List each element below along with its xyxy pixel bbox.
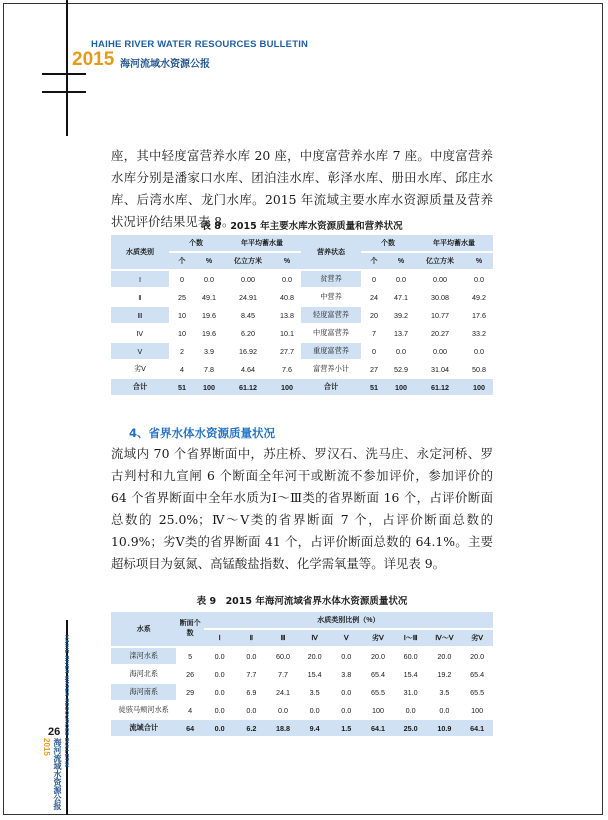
table-cell: 0 bbox=[372, 346, 376, 356]
footer-side-title-en: HAIHE RIVER WATER RESOURCES BULLETIN bbox=[63, 635, 69, 768]
table-row-total bbox=[111, 379, 493, 395]
table-cell: 65.5 bbox=[370, 687, 385, 697]
table-cell: 49.1 bbox=[202, 292, 216, 302]
table-cell: 18.8 bbox=[275, 723, 290, 733]
header-rule-horizontal bbox=[42, 73, 86, 75]
bulletin-title-en: HAIHE RIVER WATER RESOURCES BULLETIN bbox=[91, 39, 309, 50]
table-cell: 15.4 bbox=[307, 669, 322, 679]
table-cell: 100 bbox=[471, 705, 484, 715]
table-cell: 60.0 bbox=[275, 651, 290, 661]
table9-header-system: 水系 bbox=[111, 612, 176, 646]
table-cell: 30.08 bbox=[431, 292, 449, 302]
table-cell: 5 bbox=[188, 651, 193, 661]
table-cell: 7.8 bbox=[204, 364, 214, 374]
table-cell: 海河北系 bbox=[129, 669, 159, 678]
table8-header-count: 个数 bbox=[169, 235, 223, 251]
table-cell: 0.0 bbox=[214, 669, 225, 679]
table-cell: 60.0 bbox=[403, 651, 418, 661]
table-cell: 61.12 bbox=[431, 382, 449, 392]
table-cell: 1.5 bbox=[341, 723, 352, 733]
table-cell: 0.0 bbox=[309, 705, 320, 715]
table-cell: 10.1 bbox=[280, 328, 294, 338]
table-cell: 7 bbox=[372, 328, 376, 338]
table-cell: 8.45 bbox=[241, 310, 255, 320]
table-cell: 0 bbox=[180, 274, 184, 284]
table9-col-2: Ⅱ bbox=[236, 630, 268, 646]
table-cell: 64.1 bbox=[470, 723, 485, 733]
table9-col-6: 劣Ⅴ bbox=[362, 630, 394, 646]
table-cell: 0.00 bbox=[241, 274, 255, 284]
table9-header-ratio: 水质类别比例（%） bbox=[204, 612, 493, 628]
table9-col-8: Ⅳ～Ⅴ bbox=[428, 630, 462, 646]
table-cell: 20.27 bbox=[431, 328, 449, 338]
table-cell: 0.00 bbox=[433, 274, 447, 284]
table8-subheader-pct: % bbox=[195, 253, 223, 269]
table-cell: 0.0 bbox=[341, 705, 352, 715]
table-cell: 51 bbox=[370, 382, 378, 392]
table-row bbox=[111, 684, 493, 700]
table-cell: 64 bbox=[186, 723, 195, 733]
table-cell: 27.7 bbox=[280, 346, 294, 356]
table-cell: 徒骇马颊河水系 bbox=[118, 705, 169, 714]
table-cell: 海河南系 bbox=[111, 684, 176, 700]
table-row bbox=[111, 361, 493, 377]
table8-header-storage: 年平均蓄水量 bbox=[223, 235, 301, 251]
table-cell: 26 bbox=[186, 669, 195, 679]
table9-col-7: Ⅰ～Ⅲ bbox=[394, 630, 428, 646]
table-cell: 0.0 bbox=[405, 705, 416, 715]
table-cell: 39.2 bbox=[394, 310, 408, 320]
table-cell: 25.0 bbox=[403, 723, 418, 733]
table-cell: 40.8 bbox=[280, 292, 294, 302]
page-number: 26 bbox=[48, 726, 61, 738]
table9-caption: 表 9 2015 年海河流域省界水体水资源质量状况 bbox=[196, 596, 408, 607]
table8-caption: 表 8 2015 年主要水库水资源质量和营养状况 bbox=[201, 221, 403, 232]
table-cell: 4 bbox=[188, 705, 193, 715]
table-cell: 0.0 bbox=[282, 274, 292, 284]
table-cell: 0.0 bbox=[341, 687, 352, 697]
table-cell: 0.0 bbox=[341, 651, 352, 661]
table-cell: 合计 bbox=[132, 382, 148, 391]
table9-col-1: Ⅰ bbox=[204, 630, 236, 646]
table8-subheader-unit: 个 bbox=[169, 253, 195, 269]
table-cell: 24 bbox=[370, 292, 378, 302]
table-cell: 61.12 bbox=[239, 382, 257, 392]
table-cell: 50.8 bbox=[472, 364, 486, 374]
table-cell: 7.7 bbox=[277, 669, 288, 679]
table-cell: 贫营养 bbox=[301, 271, 361, 287]
table8-header-nutrition: 营养状态 bbox=[301, 235, 361, 269]
table-cell: 重度富营养 bbox=[301, 343, 361, 359]
table-cell: 24.1 bbox=[275, 687, 290, 697]
table-cell: 13.8 bbox=[280, 310, 294, 320]
table-cell: 0.0 bbox=[474, 274, 484, 284]
table-cell: 31.0 bbox=[403, 687, 418, 697]
table-cell: 0.0 bbox=[246, 705, 257, 715]
table-cell: 0.0 bbox=[439, 705, 450, 715]
table8-header-class: 水质类别 bbox=[111, 235, 169, 269]
table9-col-4: Ⅳ bbox=[299, 630, 331, 646]
table-cell: 19.2 bbox=[437, 669, 452, 679]
table-cell: Ⅴ bbox=[111, 343, 169, 359]
paragraph-provincial: 流域内 70 个省界断面中，苏庄桥、罗汉石、洗马庄、永定河桥、罗古判村和九宣闸 6 个断面全年河干或断流不参加评价，参加评价的 64 个省界断面中全年水质为Ⅰ～Ⅲ类的省界断面 16 个，占评价断面总数的 25.0%；Ⅳ～Ⅴ类的省界断面 7 个，占评价断面总数的 10.9%；劣Ⅴ类的省界断面 41 个，占评价断面总数的 64.1%。主要超标项目为氨氮、高锰酸盐指数、化学需氧量等。详见表 9。 bbox=[111, 446, 493, 571]
table-cell: 0.00 bbox=[433, 346, 447, 356]
table-row bbox=[111, 289, 493, 305]
table-cell: 52.9 bbox=[394, 364, 408, 374]
table-cell: 3.5 bbox=[309, 687, 320, 697]
table-cell: 15.4 bbox=[403, 669, 418, 679]
table-row bbox=[111, 648, 493, 664]
table-cell: 6.2 bbox=[246, 723, 257, 733]
table-row bbox=[111, 702, 493, 718]
table-cell: 65.4 bbox=[470, 669, 485, 679]
footer-title-cn: 海河流域水资源公报 bbox=[53, 738, 62, 810]
table-cell: 3.8 bbox=[341, 669, 352, 679]
table-cell: 20.0 bbox=[437, 651, 452, 661]
table8-subheader-storage-unit: 亿立方米 bbox=[223, 253, 273, 269]
table-cell: 100 bbox=[473, 382, 485, 392]
table-cell: 20.0 bbox=[470, 651, 485, 661]
table-cell: 7.7 bbox=[246, 669, 257, 679]
table-cell: 31.04 bbox=[431, 364, 449, 374]
table-row bbox=[111, 325, 493, 341]
table-cell: 20.0 bbox=[370, 651, 385, 661]
table-cell: 0.0 bbox=[204, 274, 214, 284]
table8-header-count-2: 个数 bbox=[361, 235, 415, 251]
table-cell: 0.0 bbox=[214, 651, 225, 661]
table-cell: 6.20 bbox=[241, 328, 255, 338]
table8-subheader-storage-unit-2: 亿立方米 bbox=[415, 253, 465, 269]
table-cell: 13.7 bbox=[394, 328, 408, 338]
table-cell: 劣Ⅴ bbox=[133, 364, 147, 373]
table-cell: 0.0 bbox=[246, 651, 257, 661]
table-cell: 65.5 bbox=[470, 687, 485, 697]
header-rule-horizontal-2 bbox=[42, 91, 86, 93]
table8-subheader-storage-pct: % bbox=[273, 253, 301, 269]
table8-subheader-storage-pct-2: % bbox=[465, 253, 493, 269]
table-row bbox=[111, 343, 493, 359]
table-cell: 流域合计 bbox=[129, 723, 159, 732]
section-heading: 4、省界水体水资源质量状况 bbox=[129, 426, 276, 440]
table-cell: 20 bbox=[370, 310, 378, 320]
table-cell: 100 bbox=[281, 382, 293, 392]
table-cell: 10 bbox=[178, 310, 186, 320]
table-cell: 滦河水系 bbox=[111, 648, 176, 664]
table-row bbox=[111, 307, 493, 323]
table-cell: 51 bbox=[178, 382, 186, 392]
table-cell: 6.9 bbox=[246, 687, 257, 697]
table-cell: 0.0 bbox=[474, 346, 484, 356]
header-rule-vertical bbox=[66, 0, 68, 136]
table-cell: 19.6 bbox=[202, 310, 216, 320]
footer-year: 2015 bbox=[42, 738, 51, 756]
table-cell: 65.4 bbox=[370, 669, 385, 679]
table8-subheader-pct-2: % bbox=[387, 253, 415, 269]
table-cell: Ⅳ bbox=[136, 328, 144, 338]
table-cell: 3.9 bbox=[204, 346, 214, 356]
table-cell: 3.5 bbox=[439, 687, 450, 697]
table-cell: 29 bbox=[186, 687, 195, 697]
table-cell: 4.64 bbox=[241, 364, 255, 374]
table-cell: 富营养小计 bbox=[313, 364, 349, 373]
table-cell: 10 bbox=[178, 328, 186, 338]
table-cell: 0.0 bbox=[277, 705, 288, 715]
table9-col-9: 劣Ⅴ bbox=[461, 630, 493, 646]
table-row bbox=[111, 271, 493, 287]
table-cell: 27 bbox=[370, 364, 378, 374]
table-row bbox=[111, 666, 493, 682]
paragraph-reservoirs: 座，其中轻度富营养水库 20 座，中度富营养水库 7 座。中度富营养水库分别是潘家口水库、团泊洼水库、彰泽水库、册田水库、邱庄水库、后湾水库、龙门水库。2015 年流域主要水库水资源质量及营养状况评价结果见表 8。 bbox=[111, 148, 493, 229]
table-cell: 0 bbox=[372, 274, 376, 284]
table-cell: 100 bbox=[395, 382, 407, 392]
table-cell: 7.6 bbox=[282, 364, 292, 374]
table-cell: Ⅲ bbox=[111, 307, 169, 323]
table-cell: 19.6 bbox=[202, 328, 216, 338]
table9-col-5: Ⅴ bbox=[330, 630, 362, 646]
table-cell: Ⅱ bbox=[138, 292, 142, 302]
table-cell: 0.0 bbox=[214, 723, 225, 733]
table-cell: 0.0 bbox=[396, 274, 406, 284]
table9-header-sections: 断面个数 bbox=[176, 612, 203, 646]
table-cell: 25 bbox=[178, 292, 186, 302]
table-cell: 33.2 bbox=[472, 328, 486, 338]
bulletin-year: 2015 bbox=[72, 49, 115, 70]
table-cell: 9.4 bbox=[309, 723, 320, 733]
table-cell: 20.0 bbox=[307, 651, 322, 661]
table-cell: 10.9 bbox=[437, 723, 452, 733]
table8 bbox=[111, 233, 493, 397]
table-cell: 轻度富营养 bbox=[301, 307, 361, 323]
table8-header-storage-2: 年平均蓄水量 bbox=[415, 235, 493, 251]
bulletin-title-cn: 海河流域水资源公报 bbox=[120, 59, 210, 70]
table-cell: 17.6 bbox=[472, 310, 486, 320]
table-cell: 0.0 bbox=[214, 687, 225, 697]
table-cell: 4 bbox=[180, 364, 184, 374]
table-cell: 10.77 bbox=[431, 310, 449, 320]
table8-subheader-unit-2: 个 bbox=[361, 253, 387, 269]
table-cell: 64.1 bbox=[370, 723, 385, 733]
table-cell: 24.91 bbox=[239, 292, 257, 302]
table-cell: 2 bbox=[180, 346, 184, 356]
table-cell: 0.0 bbox=[396, 346, 406, 356]
table-cell: 100 bbox=[203, 382, 215, 392]
table-row-total bbox=[111, 720, 493, 736]
table9-col-3: Ⅲ bbox=[267, 630, 299, 646]
table-cell: 47.1 bbox=[394, 292, 408, 302]
table-cell: Ⅰ bbox=[111, 271, 169, 287]
table-cell: 中度富营养 bbox=[313, 328, 349, 337]
table-cell: 合计 bbox=[323, 382, 339, 391]
table9 bbox=[111, 610, 493, 738]
table-cell: 0.0 bbox=[214, 705, 225, 715]
table-cell: 49.2 bbox=[472, 292, 486, 302]
table-cell: 中营养 bbox=[320, 292, 342, 301]
table-cell: 16.92 bbox=[239, 346, 257, 356]
table-cell: 100 bbox=[371, 705, 384, 715]
